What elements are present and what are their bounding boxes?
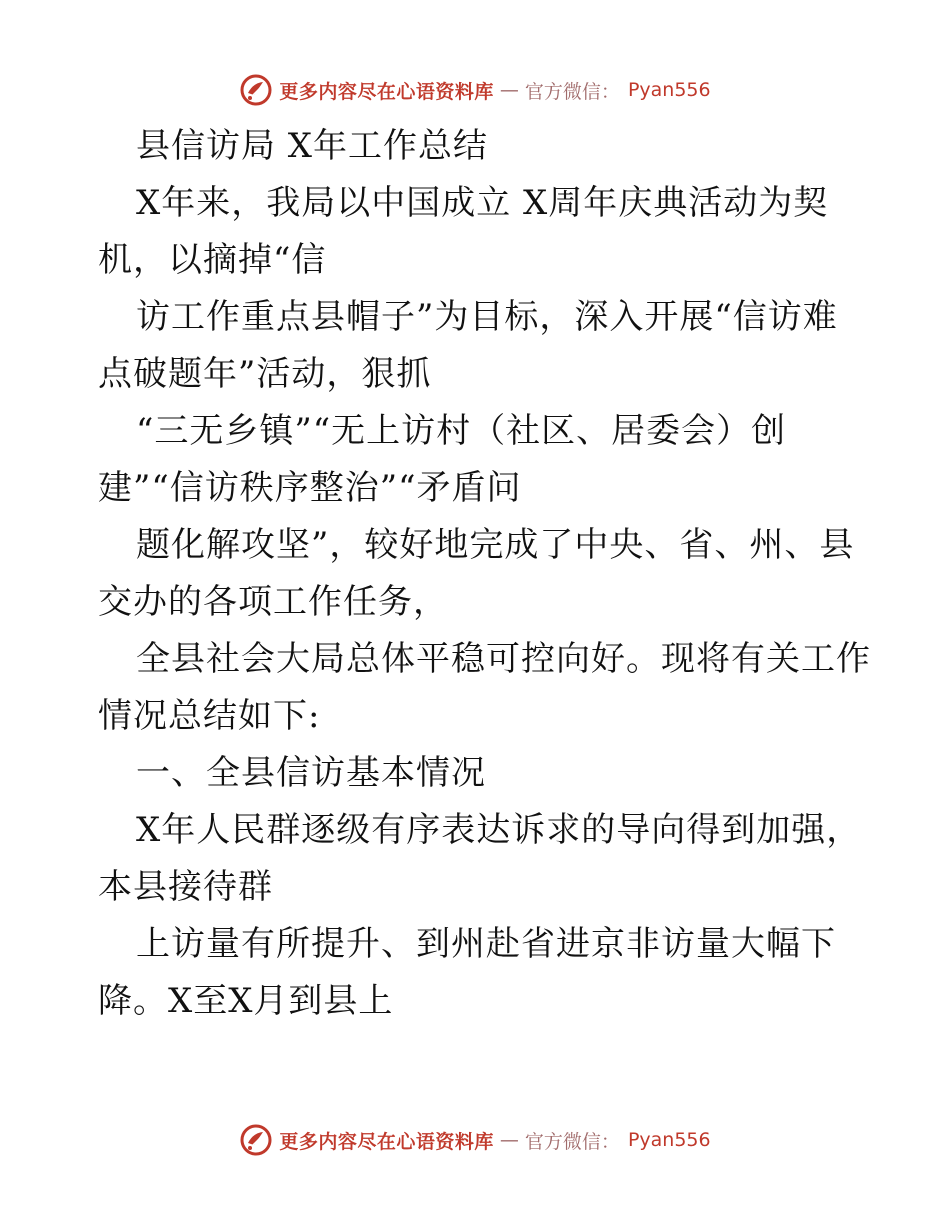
banner-brand-text: 更多内容尽在心语资料库 — [279, 1130, 494, 1153]
brand-logo-icon — [239, 1123, 273, 1157]
footer-banner — [0, 1120, 950, 1160]
banner-wechat-label: 官方微信： — [524, 80, 620, 103]
paragraph-line: X年来，我局以中国成立 X周年庆典活动为契 — [136, 183, 829, 223]
banner-wechat-label: 官方微信： — [524, 1130, 620, 1153]
paragraph-line: 访工作重点县帽子”为目标，深入开展“信访难 — [136, 297, 838, 337]
paragraph-line: 降。X至X月到县上 — [98, 981, 394, 1021]
paragraph-line: 情况总结如下: — [98, 696, 321, 736]
banner-dash: — — [499, 1129, 519, 1151]
paragraph-line: “三无乡镇”“无上访村（社区、居委会）创 — [136, 411, 787, 451]
paragraph-line: 题化解攻坚”，较好地完成了中央、省、州、县 — [136, 525, 855, 565]
banner-brand-text: 更多内容尽在心语资料库 — [279, 80, 494, 103]
banner-wechat-id: Pyan556 — [627, 1129, 711, 1151]
paragraph-line: 上访量有所提升、到州赴省进京非访量大幅下 — [136, 924, 836, 964]
paragraph-line: 本县接待群 — [98, 867, 273, 907]
paragraph-line: 建”“信访秩序整治”“矛盾问 — [98, 468, 522, 508]
document-body — [98, 118, 871, 1030]
document-title: 县信访局 X年工作总结 — [136, 126, 489, 166]
brand-logo-icon — [239, 73, 273, 107]
paragraph-line: 全县社会大局总体平稳可控向好。现将有关工作 — [136, 639, 871, 679]
banner-wechat-id: Pyan556 — [627, 79, 711, 101]
paragraph-line: X年人民群逐级有序表达诉求的导向得到加强， — [136, 810, 862, 850]
header-banner — [0, 70, 950, 110]
paragraph-line: 交办的各项工作任务， — [98, 582, 448, 622]
section-heading: 一、全县信访基本情况 — [136, 753, 486, 793]
paragraph-line: 机，以摘掉“信 — [98, 240, 327, 280]
banner-dash: — — [499, 79, 519, 101]
paragraph-line: 点破题年”活动，狠抓 — [98, 354, 432, 394]
